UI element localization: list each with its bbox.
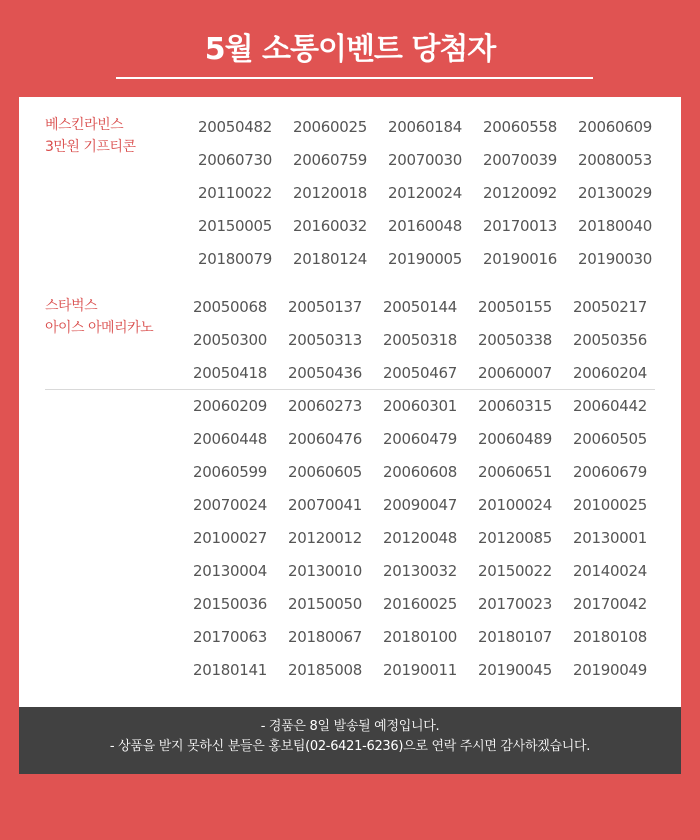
winner-id: 20050313 [288, 331, 362, 349]
winner-id: 20120092 [483, 184, 557, 202]
winner-id: 20060608 [383, 463, 457, 481]
winner-id: 20050338 [478, 331, 552, 349]
winner-id: 20190005 [388, 250, 462, 268]
winner-id: 20060505 [573, 430, 647, 448]
winner-id: 20180040 [578, 217, 652, 235]
title-underline [116, 77, 593, 79]
winner-grid [198, 111, 673, 276]
page-title: 5월 소통이벤트 당첨자 [204, 32, 496, 67]
winner-id: 20190011 [383, 661, 457, 679]
winner-id: 20180124 [293, 250, 367, 268]
winner-id: 20060442 [573, 397, 647, 415]
winner-id: 20120018 [293, 184, 367, 202]
winner-id: 20050318 [383, 331, 457, 349]
winner-id: 20150050 [288, 595, 362, 613]
notice-shipping: - 경품은 8일 발송될 예정입니다. [260, 719, 440, 734]
winner-id: 20120012 [288, 529, 362, 547]
winner-id: 20060476 [288, 430, 362, 448]
winner-id: 20060605 [288, 463, 362, 481]
winner-id: 20060730 [198, 151, 272, 169]
prize-item: 3만원 기프티콘 [45, 139, 136, 155]
winner-id: 20100025 [573, 496, 647, 514]
section-label [45, 114, 136, 158]
winner-id: 20100024 [478, 496, 552, 514]
winner-id: 20180079 [198, 250, 272, 268]
winner-id: 20050482 [198, 118, 272, 136]
winner-id: 20080053 [578, 151, 652, 169]
winner-id: 20180100 [383, 628, 457, 646]
winner-id: 20150022 [478, 562, 552, 580]
winner-id: 20190030 [578, 250, 652, 268]
winner-id: 20180067 [288, 628, 362, 646]
prize-brand: 스타벅스 [45, 298, 98, 314]
winner-id: 20070039 [483, 151, 557, 169]
winner-id: 20050300 [193, 331, 267, 349]
winner-id: 20170063 [193, 628, 267, 646]
winner-id: 20140024 [573, 562, 647, 580]
winner-id: 20180141 [193, 661, 267, 679]
winner-id: 20070024 [193, 496, 267, 514]
winner-id: 20060759 [293, 151, 367, 169]
winner-id: 20050356 [573, 331, 647, 349]
winner-id: 20180108 [573, 628, 647, 646]
winner-id: 20170013 [483, 217, 557, 235]
winner-id: 20190049 [573, 661, 647, 679]
winner-id: 20180107 [478, 628, 552, 646]
winner-id: 20060315 [478, 397, 552, 415]
winner-id: 20120048 [383, 529, 457, 547]
prize-item: 아이스 아메리카노 [45, 320, 154, 336]
section-label [45, 295, 153, 339]
winner-id: 20130032 [383, 562, 457, 580]
winner-id: 20050418 [193, 364, 267, 382]
winner-id: 20060184 [388, 118, 462, 136]
winner-id: 20190045 [478, 661, 552, 679]
winner-id: 20060651 [478, 463, 552, 481]
winner-id: 20050155 [478, 298, 552, 316]
winner-id: 20060209 [193, 397, 267, 415]
winner-id: 20130001 [573, 529, 647, 547]
winner-id: 20100027 [193, 529, 267, 547]
winner-id: 20160025 [383, 595, 457, 613]
winner-id: 20070041 [288, 496, 362, 514]
winner-id: 20050137 [288, 298, 362, 316]
winner-id: 20050467 [383, 364, 457, 382]
winner-grid [193, 291, 668, 687]
winner-id: 20060007 [478, 364, 552, 382]
winner-id: 20190016 [483, 250, 557, 268]
winner-id: 20170042 [573, 595, 647, 613]
winner-id: 20050144 [383, 298, 457, 316]
winner-id: 20060489 [478, 430, 552, 448]
winner-id: 20130029 [578, 184, 652, 202]
winner-id: 20160032 [293, 217, 367, 235]
winner-id: 20060448 [193, 430, 267, 448]
winner-id: 20120085 [478, 529, 552, 547]
winner-id: 20060479 [383, 430, 457, 448]
winner-id: 20130010 [288, 562, 362, 580]
winner-id: 20060204 [573, 364, 647, 382]
winner-id: 20060679 [573, 463, 647, 481]
winner-id: 20060025 [293, 118, 367, 136]
winner-id: 20060558 [483, 118, 557, 136]
winner-id: 20120024 [388, 184, 462, 202]
winner-id: 20060609 [578, 118, 652, 136]
winner-id: 20130004 [193, 562, 267, 580]
winner-id: 20060273 [288, 397, 362, 415]
winner-id: 20150005 [198, 217, 272, 235]
winner-id: 20160048 [388, 217, 462, 235]
winner-id: 20150036 [193, 595, 267, 613]
winner-id: 20110022 [198, 184, 272, 202]
prize-brand: 베스킨라빈스 [45, 117, 124, 133]
notice-footer [19, 707, 681, 774]
winner-id: 20070030 [388, 151, 462, 169]
winners-panel [19, 97, 681, 707]
winner-id: 20050068 [193, 298, 267, 316]
winner-id: 20185008 [288, 661, 362, 679]
winner-id: 20050436 [288, 364, 362, 382]
winner-id: 20060301 [383, 397, 457, 415]
notice-contact: - 상품을 받지 못하신 분들은 홍보팀(02-6421-6236)으로 연락 주시면 감사하겠습니다. [109, 739, 591, 754]
winner-id: 20050217 [573, 298, 647, 316]
winner-id: 20090047 [383, 496, 457, 514]
winner-id: 20060599 [193, 463, 267, 481]
winner-id: 20170023 [478, 595, 552, 613]
